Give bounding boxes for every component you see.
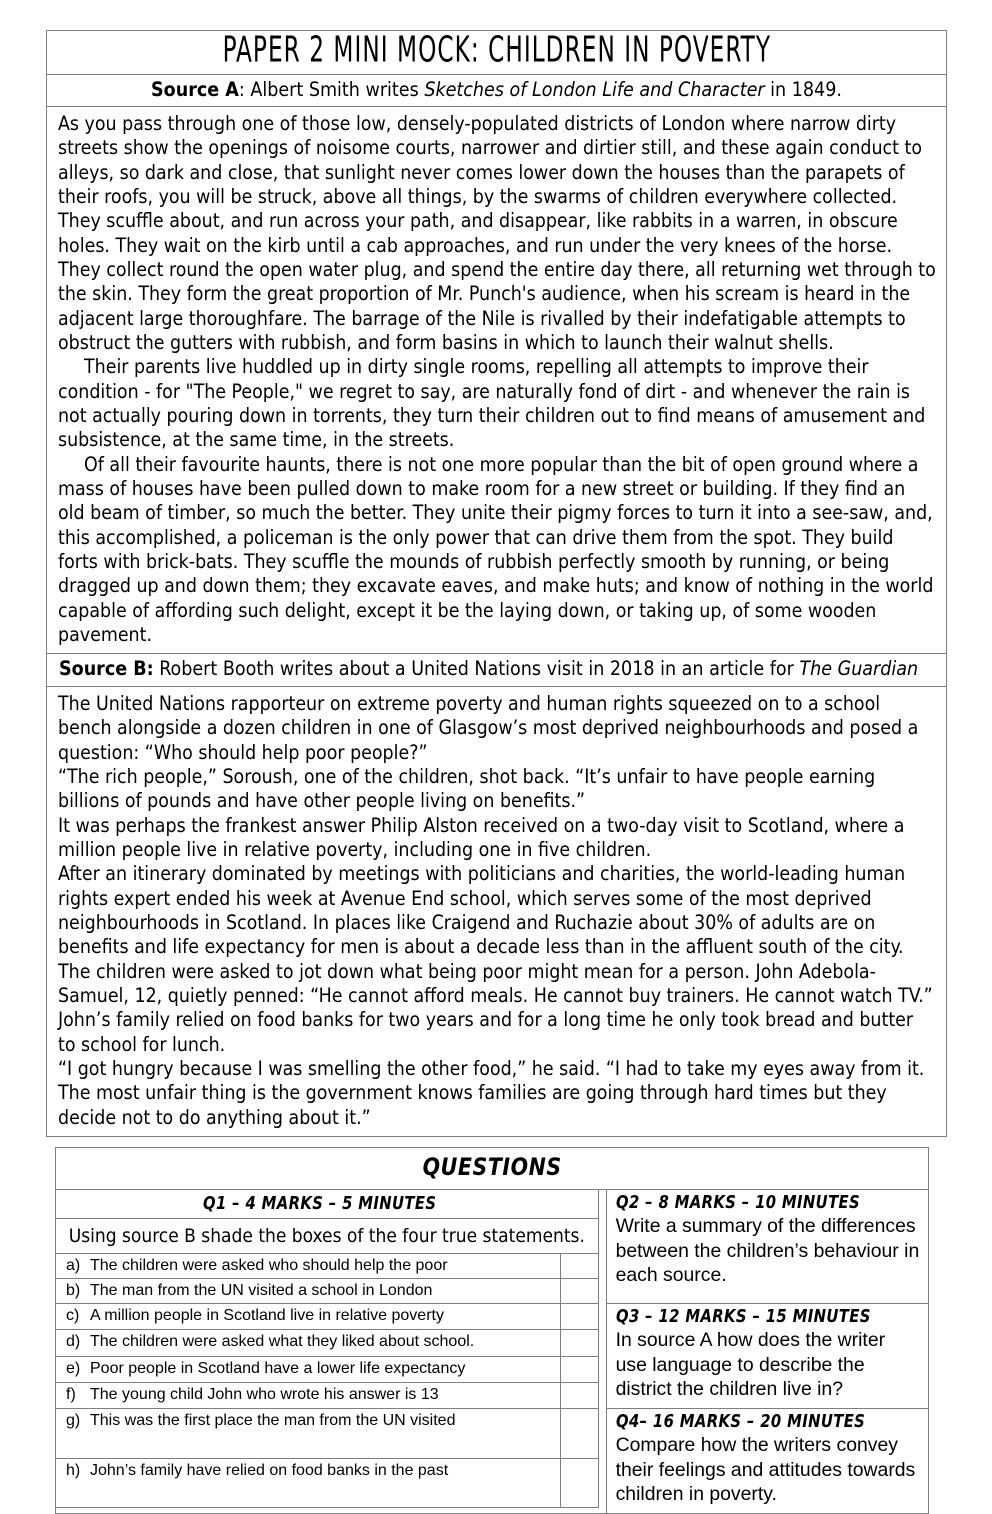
statement-checkbox[interactable] bbox=[560, 1409, 598, 1458]
q4-cell bbox=[606, 1409, 928, 1514]
questions-banner bbox=[56, 1148, 929, 1190]
questions-table bbox=[55, 1147, 929, 1514]
sources-table bbox=[46, 30, 947, 1137]
statement-label: A million people in Scotland live in relative poverty bbox=[90, 1307, 444, 1325]
statement-text bbox=[56, 1254, 561, 1279]
statement-checkbox[interactable] bbox=[560, 1330, 598, 1356]
statement-checkbox[interactable] bbox=[560, 1279, 598, 1304]
statement-text bbox=[56, 1330, 561, 1356]
source-a-header bbox=[47, 74, 947, 106]
source-a-paragraph: Of all their favourite haunts, there is not one more popular than the bit of open ground where a mass of houses have been pulled down to make room for a new street or building. If they find an old beam of timber, so much the better. They unite their pigmy forces to turn it into a see-saw, and, this accomplished, a policeman is the only power that can drive them from the spot. They build forts with brick-bats. They scuffle the mounds of rubbish perfectly smooth by running, or being dragged up and down them; they excavate eaves, and make huts; and know of nothing in the world capable of affording such delight, except it be the laying down, or taking up, of some wooden pavement. bbox=[58, 452, 934, 647]
statement-label: The children were asked who should help the poor bbox=[90, 1257, 448, 1275]
column-gap bbox=[598, 1190, 606, 1514]
source-b-body-row bbox=[47, 686, 947, 1136]
source-b-header-row bbox=[47, 654, 947, 686]
statement-label: This was the first place the man from the UN visited bbox=[90, 1412, 456, 1430]
source-b-paragraph: The United Nations rapporteur on extreme poverty and human rights squeezed on to a school bench alongside a dozen children in one of Glasgow’s most deprived neighbourhoods and posed a question: “Who should help poor people?” bbox=[58, 691, 919, 764]
source-a-header-rest: : Albert Smith writes bbox=[238, 77, 425, 101]
statement-text bbox=[56, 1304, 561, 1330]
q3-body: In source A how does the writer use language to describe the district the children live in? bbox=[615, 1329, 886, 1401]
statement-letter: c) bbox=[66, 1307, 80, 1325]
source-b-paragraph: “I got hungry because I was smelling the other food,” he said. “I had to take my eyes away from it. The most unfair thing is the government knows families are going through hard times but they decide not to do anything about it.” bbox=[58, 1057, 925, 1129]
questions-banner-label: QUESTIONS bbox=[422, 1153, 562, 1182]
statement-label: John’s family have relied on food banks in the past bbox=[90, 1461, 449, 1479]
statement-checkbox[interactable] bbox=[560, 1458, 598, 1507]
source-b-paragraph: John’s family relied on food banks for two years and for a long time he only took bread and butter to school for lunch. bbox=[58, 1008, 914, 1056]
q4-body: Compare how the writers convey their feelings and attitudes towards children in poverty. bbox=[615, 1434, 916, 1506]
source-a-body-row bbox=[47, 106, 947, 654]
q2-cell bbox=[606, 1190, 928, 1304]
statement-row bbox=[56, 1304, 929, 1330]
q2-heading: Q2 – 8 MARKS – 10 MINUTES bbox=[615, 1193, 860, 1214]
statement-letter: h) bbox=[66, 1461, 81, 1479]
q1-heading-cell bbox=[56, 1190, 599, 1219]
statement-letter: d) bbox=[66, 1333, 81, 1351]
statement-letter: e) bbox=[66, 1359, 81, 1377]
source-b-label: Source B: bbox=[59, 657, 154, 681]
statement-label: The children were asked what they liked about school. bbox=[90, 1333, 475, 1351]
page-title-cell bbox=[47, 31, 947, 75]
filler-cell bbox=[56, 1507, 561, 1513]
source-a-header-tail: in 1849. bbox=[764, 77, 842, 101]
statement-letter: a) bbox=[66, 1257, 81, 1275]
source-a-label: Source A bbox=[151, 77, 239, 101]
source-b-paragraph: After an itinerary dominated by meetings with politicians and charities, the world-leading human rights expert ended his week at Avenue End school, which serves some of the most deprived neighbourhoods in Scotland. In places like Craigend and Ruchazie about 30% of adults are on benefits and life expectancy for men is about a decade less than in the affluent south of the city. bbox=[58, 862, 906, 959]
questions-banner-row bbox=[56, 1148, 929, 1190]
statement-text bbox=[56, 1409, 561, 1458]
statement-checkbox[interactable] bbox=[560, 1382, 598, 1408]
source-a-paragraph: Their parents live huddled up in dirty single rooms, repelling all attempts to improve their condition - for "The People," we regret to say, are naturally fond of dirt - and whenever the rain is not actually pouring down in torrents, they turn their children out to find means of amusement and subsistence, at the same time, in the streets. bbox=[58, 355, 926, 452]
source-b-paragraph: It was perhaps the frankest answer Philip Alston received on a two-day visit to Scotland, where a million people live in relative poverty, including one in five children. bbox=[58, 813, 905, 861]
q3-heading: Q3 – 12 MARKS – 15 MINUTES bbox=[615, 1307, 871, 1328]
source-a-paragraph: As you pass through one of those low, densely-populated districts of London where narrow dirty streets show the openings of noisome courts, narrower and dirtier still, and these again conduct to alleys, so dark and close, that sunlight never comes lower down the houses than the parapets of their roofs, you will be struck, above all things, by the swarms of children everywhere collected. They scuffle about, and run across your path, and disappear, like rabbits in a warren, in obscure holes. They wait on the kirb until a cab approaches, and run under the very knees of the horse. They collect round the open water plug, and spend the entire day there, all returning wet through to the skin. They form the great proportion of Mr. Punch's audience, when his scream is heard in the adjacent large thoroughfare. The barrage of the Nile is rivalled by their indefatigable attempts to obstruct the gutters with rubbish, and form basins in which to launch their walnut shells. bbox=[58, 111, 936, 355]
q1-instruction: Using source B shade the boxes of the four true statements. bbox=[56, 1219, 599, 1254]
source-b-paragraph: “The rich people,” Soroush, one of the children, shot back. “It’s unfair to have people earning billions of pounds and have other people living on benefits.” bbox=[58, 764, 876, 813]
q1-heading-row bbox=[56, 1190, 929, 1219]
statement-label: Poor people in Scotland have a lower life expectancy bbox=[90, 1359, 466, 1377]
statement-label: The man from the UN visited a school in London bbox=[90, 1282, 433, 1300]
statement-text bbox=[56, 1356, 561, 1382]
source-b-header-title: The Guardian bbox=[799, 657, 919, 681]
source-b-body bbox=[47, 686, 947, 1136]
questions-section bbox=[55, 1147, 929, 1514]
statement-text bbox=[56, 1382, 561, 1408]
statement-text bbox=[56, 1279, 561, 1304]
title-row bbox=[47, 31, 947, 75]
statement-letter: g) bbox=[66, 1412, 81, 1430]
statement-checkbox[interactable] bbox=[560, 1304, 598, 1330]
source-a-body bbox=[47, 106, 947, 654]
source-a-header-row bbox=[47, 74, 947, 106]
q3-cell bbox=[606, 1304, 928, 1409]
source-b-header-rest: Robert Booth writes about a United Nations visit in 2018 in an article for bbox=[153, 657, 800, 681]
statement-row bbox=[56, 1409, 929, 1458]
statement-label: The young child John who wrote his answer is 13 bbox=[90, 1385, 439, 1403]
source-b-paragraph: The children were asked to jot down what being poor might mean for a person. John Adebola-Samuel, 12, quietly penned: “He cannot afford meals. He cannot buy trainers. He cannot watch TV.” bbox=[58, 959, 933, 1008]
statement-letter: f) bbox=[66, 1385, 76, 1403]
statement-checkbox[interactable] bbox=[560, 1254, 598, 1279]
q4-heading: Q4– 16 MARKS – 20 MINUTES bbox=[615, 1412, 865, 1433]
page-title: PAPER 2 MINI MOCK: CHILDREN IN POVERTY bbox=[222, 29, 771, 72]
q1-heading: Q1 – 4 MARKS – 5 MINUTES bbox=[202, 1194, 437, 1215]
source-a-header-title: Sketches of London Life and Character bbox=[424, 77, 765, 101]
filler-cell bbox=[560, 1507, 598, 1513]
q2-body: Write a summary of the differences between the children’s behaviour in each source. bbox=[615, 1215, 920, 1287]
statement-text bbox=[56, 1458, 561, 1507]
statement-checkbox[interactable] bbox=[560, 1356, 598, 1382]
source-b-header bbox=[47, 654, 947, 686]
statement-letter: b) bbox=[66, 1282, 81, 1300]
